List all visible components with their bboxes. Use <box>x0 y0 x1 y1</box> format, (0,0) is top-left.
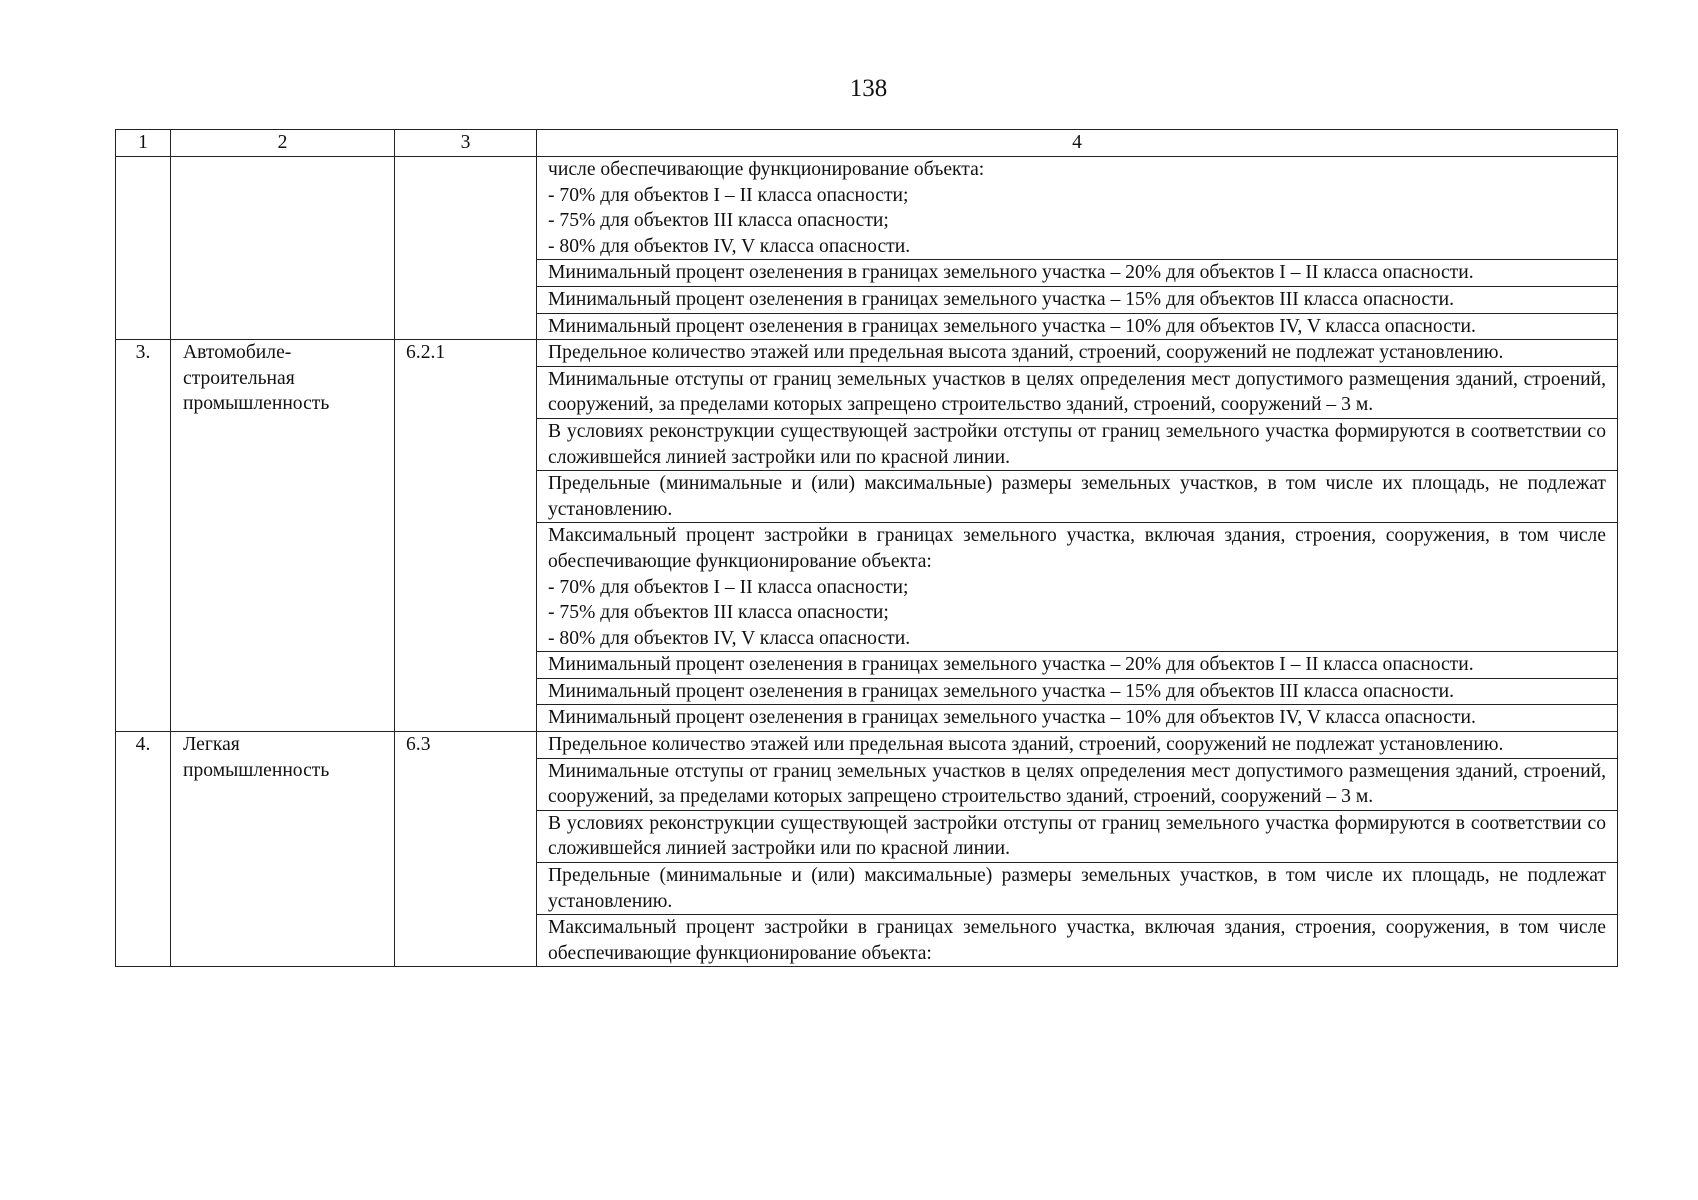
column-header-4: 4 <box>537 130 1618 157</box>
requirement-line: - 80% для объектов IV, V класса опасности. <box>548 235 911 257</box>
column-header-3: 3 <box>395 130 537 157</box>
regulations-table <box>115 129 1618 967</box>
number-cell <box>116 157 171 340</box>
code-cell: 6.2.1 <box>395 340 537 732</box>
requirement-line: - 70% для объектов I – II класса опасности; <box>548 576 909 598</box>
column-header-1: 1 <box>116 130 171 157</box>
name-cell <box>171 340 395 732</box>
requirement-cell: Минимальный процент озеленения в границах земельного участка – 15% для объектов III класса опасности. <box>537 678 1618 705</box>
name-line: промышленность <box>183 759 330 781</box>
requirement-line: - 75% для объектов III класса опасности; <box>548 210 889 232</box>
requirement-cell: В условиях реконструкции существующей застройки отступы от границ земельного участка формируются в соответствии со сложившейся линией застройки или по красной линии. <box>537 810 1618 862</box>
requirement-cell: Минимальные отступы от границ земельных участков в целях определения мест допустимого размещения зданий, строений, сооружений, за пределами которых запрещено строительство зданий, строений, сооружений – 3 м. <box>537 758 1618 810</box>
requirement-cell: Минимальный процент озеленения в границах земельного участка – 10% для объектов IV, V класса опасности. <box>537 705 1618 732</box>
requirement-line: - 75% для объектов III класса опасности; <box>548 602 889 624</box>
requirement-cell: Предельное количество этажей или предельная высота зданий, строений, сооружений не подлежат установлению. <box>537 732 1618 759</box>
name-line: промышленность <box>183 393 330 415</box>
code-cell: 6.3 <box>395 732 537 967</box>
requirement-line: - 80% для объектов IV, V класса опасности. <box>548 627 911 649</box>
table-row <box>116 157 1618 260</box>
column-header-2: 2 <box>171 130 395 157</box>
requirement-cell: Предельные (минимальные и (или) максимальные) размеры земельных участков, в том числе их площадь, не подлежат установлению. <box>537 471 1618 523</box>
requirement-cell <box>537 157 1618 260</box>
name-cell <box>171 732 395 967</box>
requirement-line: Максимальный процент застройки в границах земельного участка, включая здания, строения, сооружения, в том числе обеспечивающие функционирование объекта: <box>548 525 1606 572</box>
requirement-cell: Минимальные отступы от границ земельных участков в целях определения мест допустимого размещения зданий, строений, сооружений, за пределами которых запрещено строительство зданий, строений, сооружений – 3 м. <box>537 366 1618 418</box>
requirement-cell: В условиях реконструкции существующей застройки отступы от границ земельного участка формируются в соответствии со сложившейся линией застройки или по красной линии. <box>537 418 1618 470</box>
requirement-line: - 70% для объектов I – II класса опасности; <box>548 184 909 206</box>
name-line: строительная <box>183 367 295 389</box>
requirement-cell: Минимальный процент озеленения в границах земельного участка – 20% для объектов I – II класса опасности. <box>537 260 1618 287</box>
name-cell <box>171 157 395 340</box>
name-line: Легкая <box>183 734 240 756</box>
requirement-cell: Минимальный процент озеленения в границах земельного участка – 20% для объектов I – II класса опасности. <box>537 652 1618 679</box>
requirement-cell: Предельное количество этажей или предельная высота зданий, строений, сооружений не подлежат установлению. <box>537 340 1618 367</box>
page-number: 138 <box>849 75 888 102</box>
number-cell: 4. <box>116 732 171 967</box>
requirement-cell: Максимальный процент застройки в границах земельного участка, включая здания, строения, сооружения, в том числе обеспечивающие функционирование объекта: <box>537 915 1618 967</box>
name-line: Автомобиле- <box>183 342 292 364</box>
requirement-cell: Предельные (минимальные и (или) максимальные) размеры земельных участков, в том числе их площадь, не подлежат установлению. <box>537 863 1618 915</box>
code-cell <box>395 157 537 340</box>
table-row <box>116 732 1618 759</box>
table-header-row <box>116 130 1618 157</box>
table-row <box>116 340 1618 367</box>
requirement-cell: Минимальный процент озеленения в границах земельного участка – 15% для объектов III класса опасности. <box>537 286 1618 313</box>
number-cell: 3. <box>116 340 171 732</box>
requirement-line: числе обеспечивающие функционирование объекта: <box>548 159 985 180</box>
requirement-cell <box>537 523 1618 652</box>
requirement-cell: Минимальный процент озеленения в границах земельного участка – 10% для объектов IV, V класса опасности. <box>537 313 1618 340</box>
